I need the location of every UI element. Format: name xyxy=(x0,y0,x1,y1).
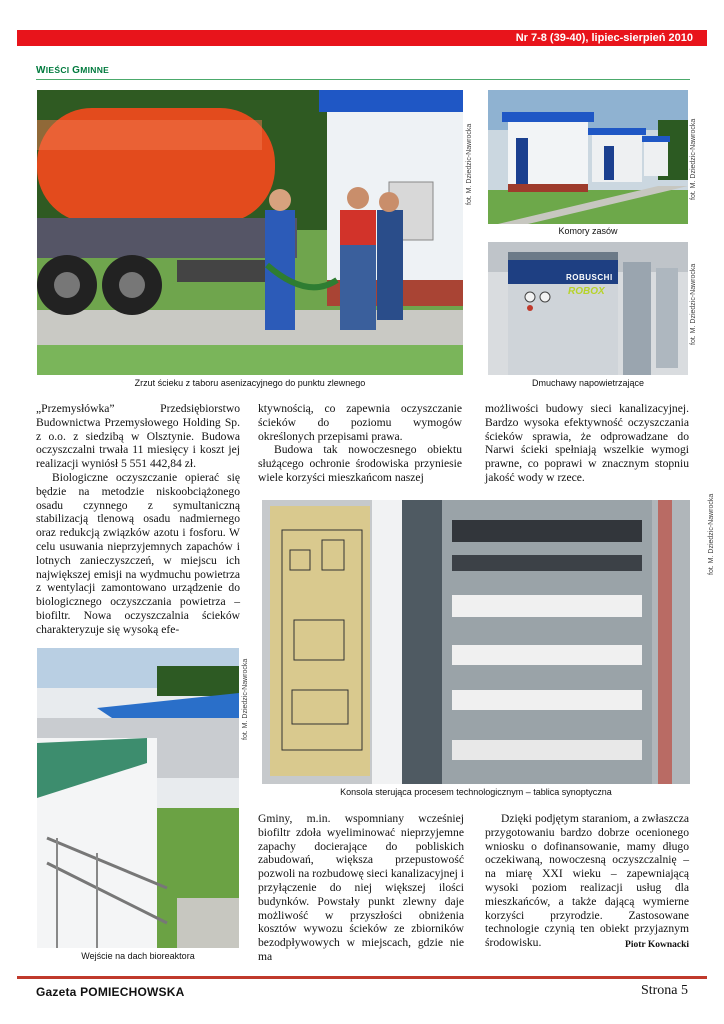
paragraph: Dzięki podjętym staraniom, a zwłaszcza przygotowaniu bardzo dobrze ocenionego wniosku o dofinansowanie, mamy długo oczekiwaną, nowoczesną oczyszczalnię – na miarę XXI wieku – zapewniającą wysoki poziom realizacji usług dla mieszkańców, a także dającą wymierne korzyści przyrodzie. Zastosowane technologie czynią ten obiekt przyjaznym środowisku. xyxy=(485,812,689,950)
photo-chambers xyxy=(488,90,688,224)
photo-caption: Wejście na dach bioreaktora xyxy=(81,951,195,961)
page-number: Strona 5 xyxy=(640,983,688,998)
brand-label: ROBUSCHI xyxy=(566,273,613,282)
paragraph: możliwości budowy sieci kanalizacyjnej. Bardzo wysoka efektywność oczyszczania ścieków sprawia, że odprowadzane do Narwi ścieki spełniają wszelkie wymogi prawne, co poprawi w znacznym stopniu jakość wody w rzece. xyxy=(485,402,689,484)
photo-blowers xyxy=(488,242,688,375)
photo-console xyxy=(262,500,690,784)
article-column-2-bottom xyxy=(258,812,464,964)
footer-divider xyxy=(17,976,707,979)
newspaper-title: Gazeta POMIECHOWSKA xyxy=(36,985,185,999)
paragraph: Gminy, m.in. wspomniany wcześniej biofiltr zdoła wyeliminować nieprzyjemne zapachy docierające do pobliskich zabudowań, większa przepustowość pozwoli na rozbudowę sieci kanalizacyjnej i przyłączenie do niej większej ilości budynków. Powstały punkt zlewny daje możliwość w przyszłości obniżenia kosztów wywozu ścieków ze zbiorników bezodpływowych w miejscach, gdzie nie ma xyxy=(258,812,464,963)
article-column-3-bottom xyxy=(485,812,689,950)
paragraph: Biologiczne oczyszczanie opierać się będzie na metodzie niskoobciążonego osadu czynnego z symultaniczną stabilizacją tlenową osadu nadmiernego oraz redukcją związków azotu i fosforu. W celu usuwania nieprzyjemnych zapachów i lotnych zanieczyszczeń, w miejscu ich największej emisji na wydmuchu powietrza z wentylacji zamontowano urządzenie do biologicznego oczyszczania powietrza – biofiltr. Nowa oczyszczalnia ścieków charakteryzuje się wysoką efe- xyxy=(36,470,240,636)
article-column-3-top xyxy=(485,402,689,485)
section-title: WIEŚCI GMINNE xyxy=(36,65,110,76)
photo-credit: fot. M. Dziedzic-Nawrocka xyxy=(690,118,697,200)
paragraph: „Przemysłówka” Przedsiębiorstwo Budownictwa Przemysłowego Holding Sp. z o.o. z siedzibą w Olsztynie. Budowa oczyszczalni trwała 11 miesięcy i koszt jej realizacji wyniósł 5 551 442,84 zł. xyxy=(36,402,240,471)
photo-truck xyxy=(37,90,463,375)
header-bar xyxy=(17,30,707,46)
paragraph: Budowa tak nowoczesnego obiektu służącego ochronie środowiska przyniesie wiele korzyści mieszkańcom naszej xyxy=(258,443,462,484)
photo-credit: fot. M. Dziedzic-Nawrocka xyxy=(690,263,697,345)
photo-caption: Konsola sterująca procesem technologicznym – tablica synoptyczna xyxy=(340,787,612,797)
photo-credit: fot. M. Dziedzic-Nawrocka xyxy=(466,123,473,205)
article-column-1 xyxy=(36,402,240,637)
photo-caption: Komory zasów xyxy=(558,226,618,236)
photo-roof xyxy=(37,648,239,948)
model-label: ROBOX xyxy=(568,286,605,297)
photo-credit: fot. M. Dziedzic-Nawrocka xyxy=(708,493,715,575)
author-signature: Piotr Kownacki xyxy=(625,939,689,950)
paragraph: ktywnością, co zapewnia oczyszczanie ścieków do poziomu wymogów określonych przepisami prawa. xyxy=(258,402,462,443)
issue-label: Nr 7-8 (39-40), lipiec-sierpień 2010 xyxy=(515,32,693,44)
article-column-2-top xyxy=(258,402,462,485)
section-divider xyxy=(36,79,690,80)
photo-credit: fot. M. Dziedzic-Nawrocka xyxy=(242,658,249,740)
photo-caption: Zrzut ścieku z taboru asenizacyjnego do punktu zlewnego xyxy=(134,378,366,388)
photo-caption: Dmuchawy napowietrzające xyxy=(531,378,645,388)
